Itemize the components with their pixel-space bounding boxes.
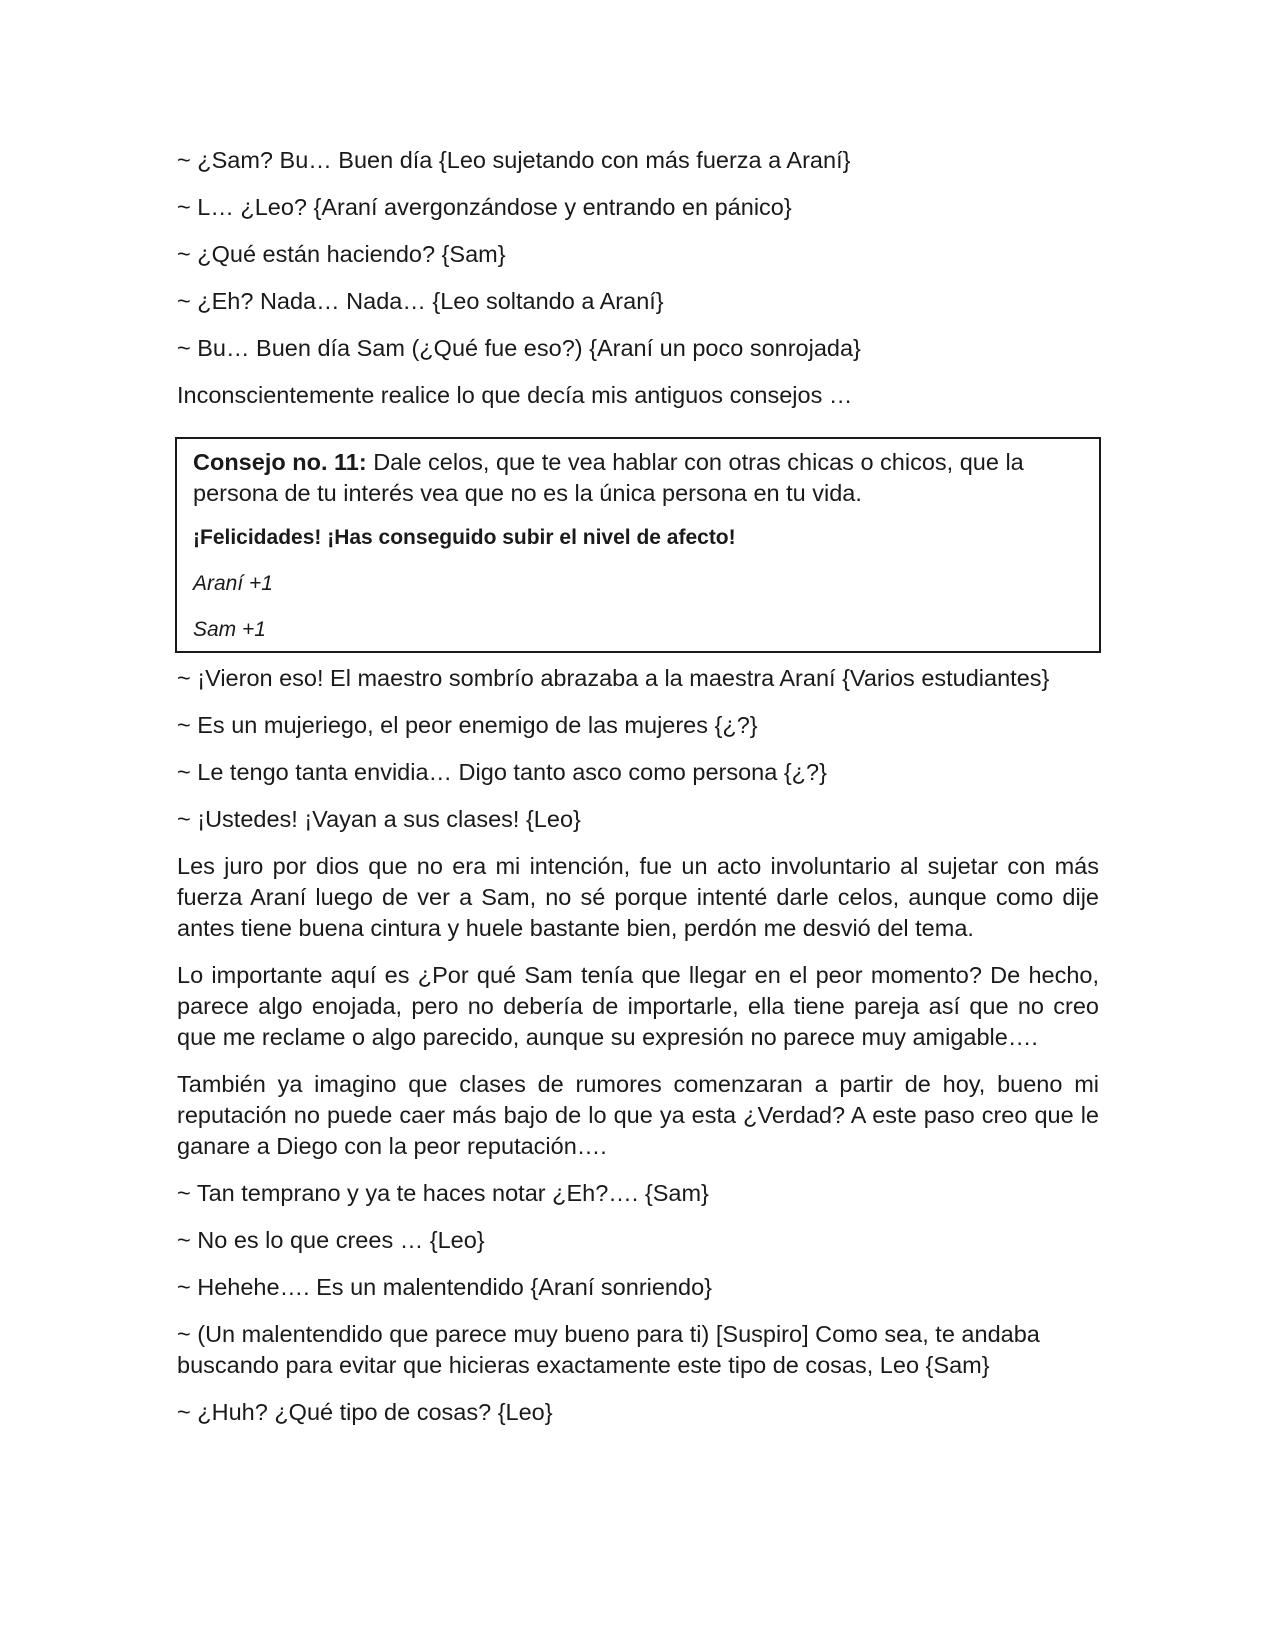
dialogue-line: ~ ¡Vieron eso! El maestro sombrío abrazaba a la maestra Araní {Varios estudiantes} — [177, 665, 1050, 691]
dialogue-line: ~ L… ¿Leo? {Araní avergonzándose y entrando en pánico} — [177, 194, 792, 220]
narration-paragraph: Inconscientemente realice lo que decía mis antiguos consejos … — [177, 382, 853, 408]
narration-paragraph: Lo importante aquí es ¿Por qué Sam tenía que llegar en el peor momento? De hecho, parece algo enojada, pero no debería de importarle, ella tiene pareja así que no creo que me reclame o algo parecido, aunque su expresión no parece muy amigable…. — [177, 962, 1099, 1050]
dialogue-line: ~ ¿Sam? Bu… Buen día {Leo sujetando con más fuerza a Araní} — [177, 147, 851, 173]
consejo-body: Dale celos, que te vea hablar con otras chicas o chicos, que la persona de tu interés vea que no es la única persona en tu vida. — [193, 449, 1024, 506]
affection-stat-sam: Sam +1 — [193, 618, 266, 641]
consejo-label: Consejo no. 11: — [193, 449, 367, 475]
affection-stat-arani: Araní +1 — [193, 572, 273, 595]
document-page — [177, 145, 1099, 1444]
dialogue-line: ~ No es lo que crees … {Leo} — [177, 1227, 485, 1253]
dialogue-line: ~ ¿Huh? ¿Qué tipo de cosas? {Leo} — [177, 1399, 553, 1425]
narration-paragraph: También ya imagino que clases de rumores comenzaran a partir de hoy, bueno mi reputación no puede caer más bajo de lo que ya esta ¿Verdad? A este paso creo que le ganare a Diego con la peor reputación…. — [177, 1071, 1099, 1159]
dialogue-line: ~ Bu… Buen día Sam (¿Qué fue eso?) {Araní un poco sonrojada} — [177, 335, 861, 361]
affection-congrats: ¡Felicidades! ¡Has conseguido subir el nivel de afecto! — [193, 526, 736, 549]
dialogue-line: ~ Hehehe…. Es un malentendido {Araní sonriendo} — [177, 1274, 712, 1300]
dialogue-line: ~ Tan temprano y ya te haces notar ¿Eh?…. {Sam} — [177, 1180, 709, 1206]
consejo-text — [193, 447, 1083, 509]
dialogue-line: ~ Le tengo tanta envidia… Digo tanto asco como persona {¿?} — [177, 759, 827, 785]
dialogue-line: ~ Es un mujeriego, el peor enemigo de las mujeres {¿?} — [177, 712, 758, 738]
consejo-box — [175, 437, 1101, 653]
dialogue-line: ~ ¿Eh? Nada… Nada… {Leo soltando a Araní} — [177, 288, 664, 314]
dialogue-line: ~ ¿Qué están haciendo? {Sam} — [177, 241, 506, 267]
narration-paragraph: Les juro por dios que no era mi intención, fue un acto involuntario al sujetar con más fuerza Araní luego de ver a Sam, no sé porque intenté darle celos, aunque como dije antes tiene buena cintura y huele bastante bien, perdón me desvió del tema. — [177, 853, 1099, 941]
dialogue-line: ~ ¡Ustedes! ¡Vayan a sus clases! {Leo} — [177, 806, 581, 832]
dialogue-line: ~ (Un malentendido que parece muy bueno para ti) [Suspiro] Como sea, te andaba buscando para evitar que hicieras exactamente este tipo de cosas, Leo {Sam} — [177, 1321, 1040, 1378]
